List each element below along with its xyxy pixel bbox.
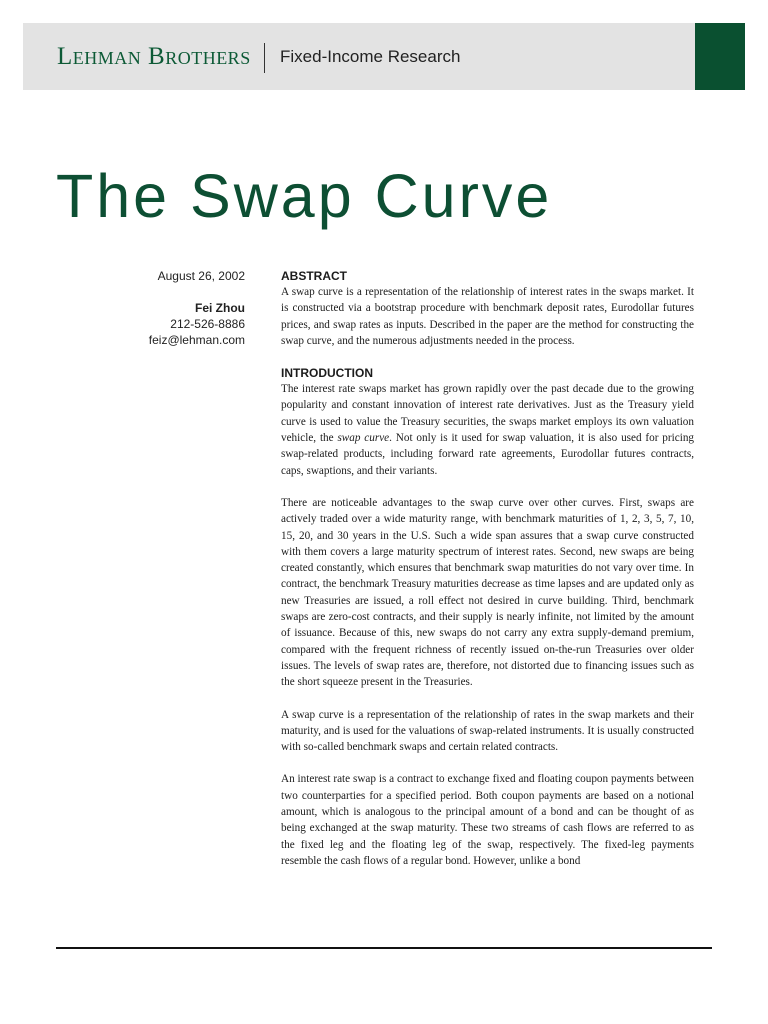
header-accent-block [695, 23, 745, 90]
author-meta [96, 268, 245, 348]
header-subtitle: Fixed-Income Research [280, 47, 461, 66]
introduction-heading: INTRODUCTION [281, 366, 373, 381]
document-title: The Swap Curve [56, 162, 553, 230]
header-band [23, 23, 745, 90]
intro-paragraph-4: An interest rate swap is a contract to exchange fixed and floating coupon payments between two counterparties for a specified period. Both coupon payments are based on a notional amount, which is analogous to the principal amount of a bond and can be thought of as being exchanged at the swap maturity. These two streams of cash flows are referred to as the fixed leg and the floating leg of the swap, respectively. The fixed-leg payments resemble the cash flows of a regular bond. However, unlike a bond [281, 773, 694, 867]
intro-p1-text-b: . Not only is it used for swap valuation, it is also used for pricing swap-related products, including forward rate agreements, Eurodollar futures contracts, caps, swaptions, and their variants. [281, 432, 695, 477]
author-phone: 212-526-8886 [170, 317, 245, 331]
intro-p1-text-a: The interest rate swaps market has grown rapidly over the past decade due to the growing popularity and constant innovation of interest rate derivatives. Just as the Treasury yield curve is used to value the Treasury securities, the swaps market employs its own valuation vehicle, the [281, 383, 694, 445]
bottom-rule [56, 947, 712, 949]
header-divider [264, 43, 265, 73]
intro-paragraph-1 [281, 381, 694, 479]
abstract-text: A swap curve is a representation of the relationship of interest rates in the swaps market. It is constructed via a bootstrap procedure with benchmark deposit rates, Eurodollar futures prices, and swap rates as inputs. Described in the paper are the method for constructing the swap curve, and the numerous adjustments needed in the process. [281, 286, 694, 347]
main-column [281, 268, 694, 885]
author-name: Fei Zhou [195, 301, 245, 315]
abstract-heading: ABSTRACT [281, 269, 347, 283]
author-email[interactable]: feiz@lehman.com [148, 333, 245, 347]
swap-curve-emphasis: swap curve [337, 432, 390, 445]
publication-date: August 26, 2002 [157, 269, 245, 283]
lehman-brothers-logo: Lehman Brothers [57, 43, 251, 70]
intro-paragraph-3: A swap curve is a representation of the relationship of rates in the swap markets and their maturity, and is used for the valuations of swap-related instruments. It is usually constructed with so-called benchmark swaps and certain related contracts. [281, 708, 694, 754]
intro-paragraph-2: There are noticeable advantages to the swap curve over other curves. First, swaps are actively traded over a wide maturity range, with benchmark maturities of 1, 2, 3, 5, 7, 10, 15, 20, and 30 years in the U.S. Such a wide span assures that a swap curve constructed with them covers a large maturity spectrum of interest rates. Second, new swaps are being created constantly, which ensures that benchmark swap maturities do not vary over time. In contract, the benchmark Treasury maturities decrease as time lapses and are updated only as new Treasuries are issued, a roll effect not desired in curve building. Third, benchmark swaps are zero-cost contracts, and their supply is nearly infinite, not limited by the amount of issuance. Because of this, new swaps do not carry any extra supply-demand premium, compared with the frequent richness of recently issued on-the-run Treasuries over older issues. The levels of swap rates are, therefore, not distorted due to financing issues such as the short squeeze present in the Treasuries. [281, 496, 694, 689]
